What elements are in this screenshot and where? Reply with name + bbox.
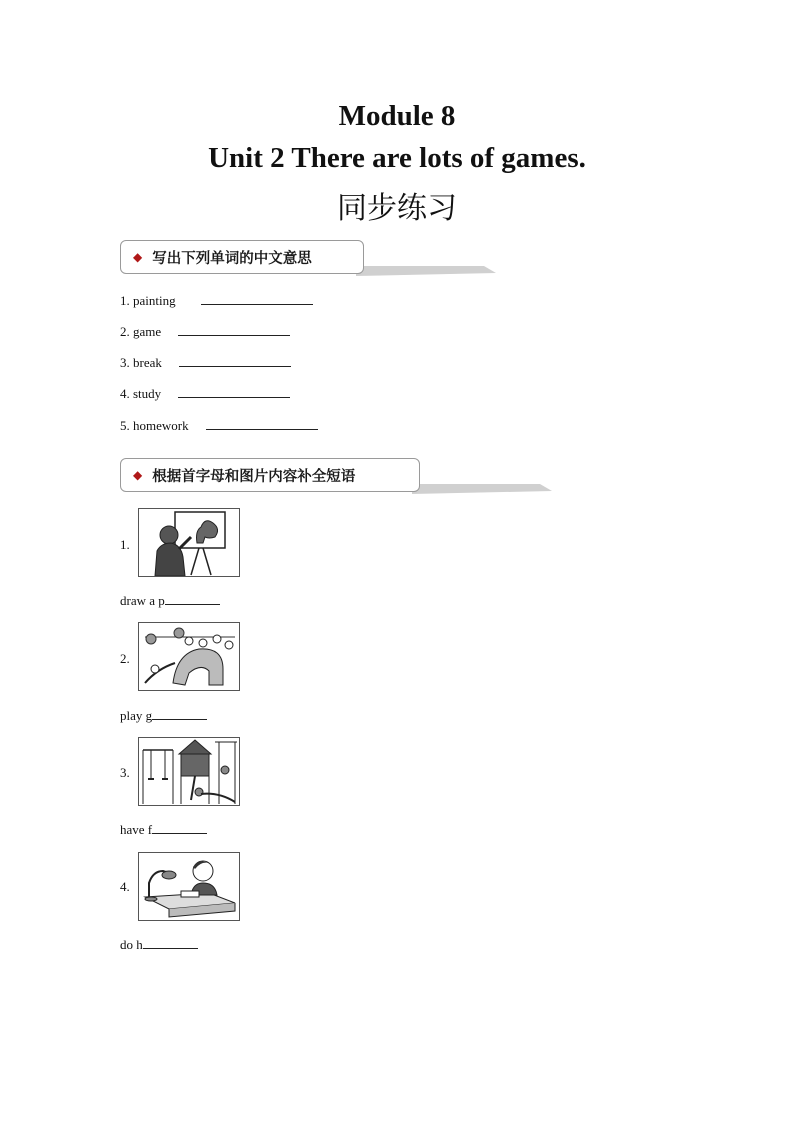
unit-title: Unit 2 There are lots of games. [208, 142, 586, 174]
answer-blank[interactable] [152, 708, 207, 720]
answer-blank[interactable] [165, 593, 220, 605]
answer-blank[interactable] [206, 417, 318, 430]
answer-blank[interactable] [178, 323, 290, 336]
boy-desk-homework-icon [138, 852, 240, 921]
word-label: 5. homework [120, 418, 189, 433]
diamond-icon: ◆ [133, 250, 143, 264]
word-label: 2. game [120, 324, 162, 339]
banner-tail-decoration [356, 266, 496, 276]
item-number: 3. [120, 765, 130, 780]
playground-swings-icon [138, 737, 240, 806]
phrase-line [120, 593, 220, 609]
answer-blank[interactable] [143, 937, 198, 949]
word-label: 3. break [120, 355, 162, 370]
list-item [120, 385, 290, 402]
phrase-text: do h [120, 937, 143, 952]
answer-blank[interactable] [179, 354, 291, 367]
phrase-text: play g [120, 708, 153, 723]
answer-blank[interactable] [178, 385, 290, 398]
list-item [120, 354, 291, 371]
item-number: 4. [120, 879, 130, 894]
phrase-text: have f [120, 822, 153, 837]
diamond-icon: ◆ [133, 468, 143, 482]
phrase-line [120, 937, 198, 953]
list-item [120, 292, 313, 309]
list-item [120, 417, 318, 434]
banner-tail-decoration [412, 484, 552, 494]
phrase-line [120, 822, 207, 838]
phrase-text: draw a p [120, 593, 165, 608]
section1-title: 写出下列单词的中文意思 [152, 250, 312, 267]
page-subtitle: 同步练习 [337, 191, 457, 226]
children-playground-slide-icon [138, 622, 240, 691]
list-item [120, 323, 290, 340]
word-label: 4. study [120, 386, 162, 401]
item-number: 2. [120, 651, 130, 666]
boy-painting-easel-icon [138, 508, 240, 577]
module-title: Module 8 [338, 100, 456, 132]
phrase-line [120, 708, 207, 724]
answer-blank[interactable] [152, 822, 207, 834]
answer-blank[interactable] [201, 292, 313, 305]
section2-title: 根据首字母和图片内容补全短语 [152, 468, 356, 485]
item-number: 1. [120, 537, 130, 552]
word-label: 1. painting [120, 293, 176, 308]
